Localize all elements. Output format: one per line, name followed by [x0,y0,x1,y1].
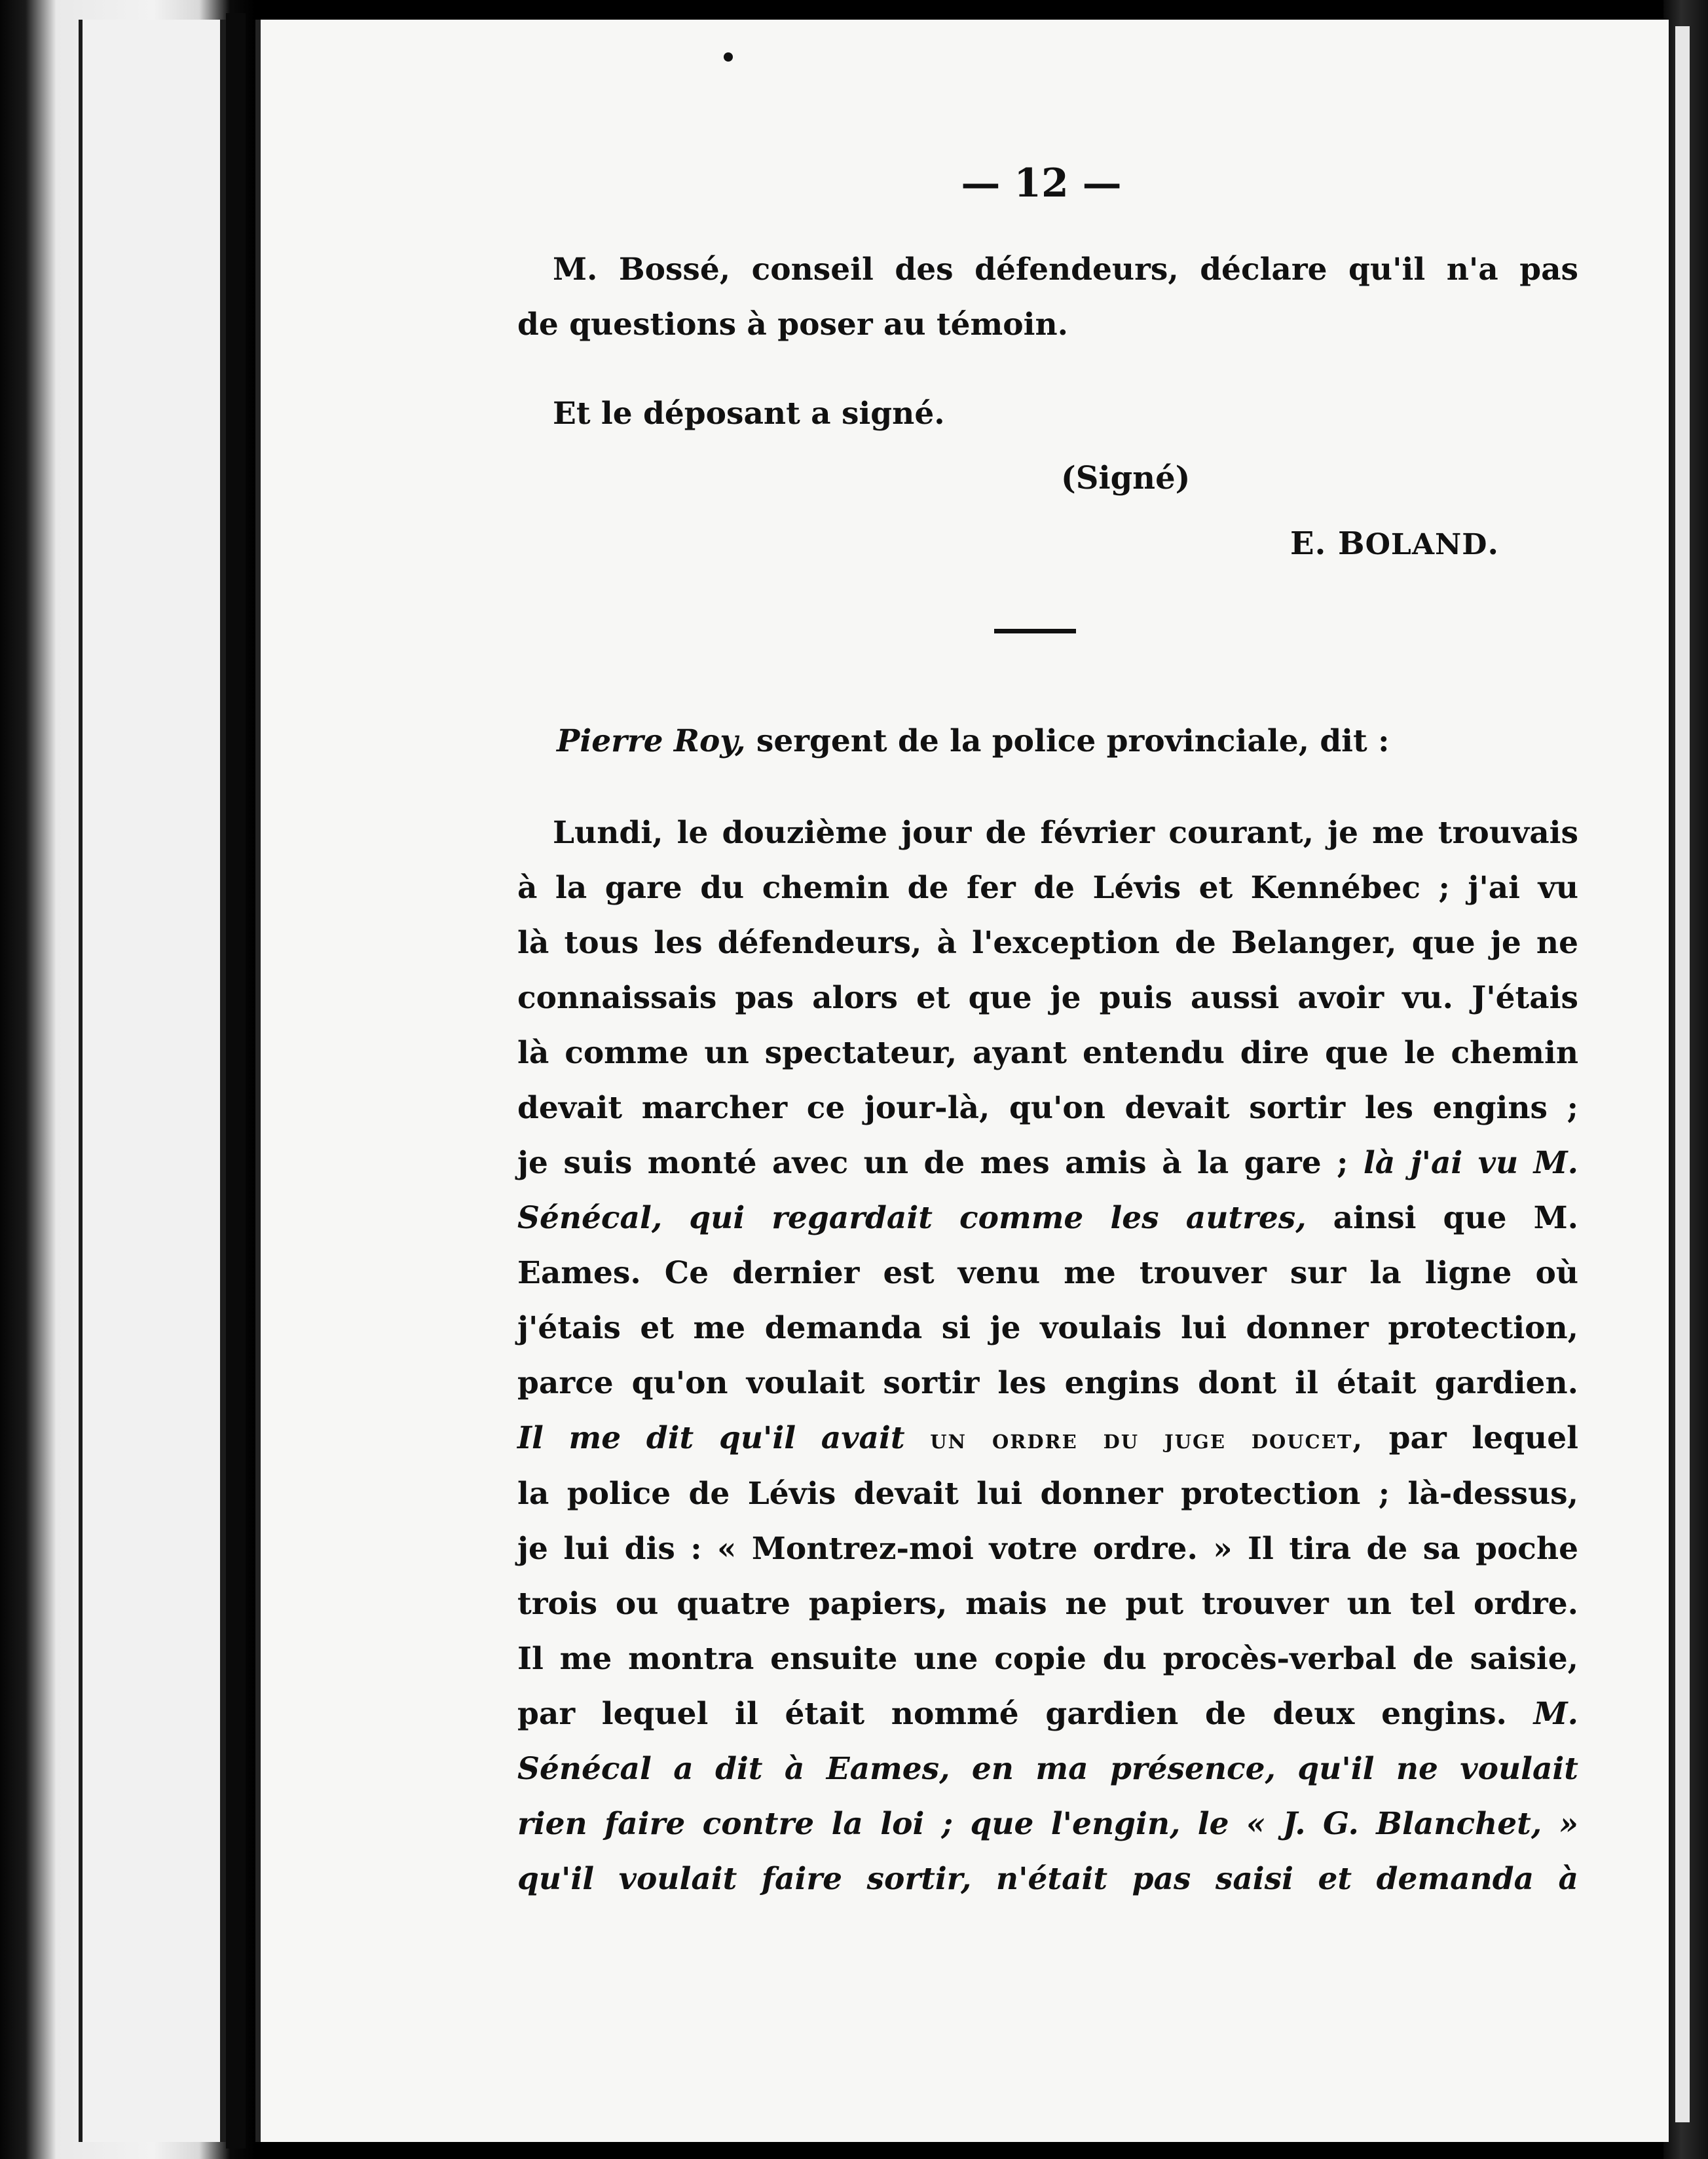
testimony-segment-italic: M. [1533,1696,1578,1732]
testimony-line [517,1411,1578,1467]
witness-heading-line [517,714,1578,769]
testimony-line: Il me montra ensuite une copie du procès-verbal de saisie, [517,1641,1578,1677]
testimony-line: à la gare du chemin de fer de Lévis et Kennébec ; j'ai vu [517,870,1578,906]
testimony-line: qu'il voulait faire sortir, n'était pas saisi et demanda à [517,1861,1578,1897]
signature-period: . [1487,525,1500,562]
testimony-line: rien faire contre la loi ; que l'engin, le « J. G. Blanchet, » [517,1806,1578,1842]
previous-page-edge [79,20,227,2142]
testimony-segment: par lequel [1388,1420,1578,1456]
testimony-line: là comme un spectateur, ayant entendu dire que le chemin [517,1035,1578,1071]
testimony-line: la police de Lévis devait lui donner protection ; là-dessus, [517,1476,1578,1512]
testimony-line: Eames. Ce dernier est venu me trouver sur la ligne où [517,1255,1578,1291]
binding-shadow [226,13,246,2149]
witness-description: sergent de la police provinciale, dit : [756,723,1390,759]
signature-surname: OLAND [1365,528,1488,561]
testimony-line: Lundi, le douzième jour de février courant, je me trouvais [553,815,1578,851]
testimony-line [517,1191,1578,1246]
testimony-segment: par lequel il était nommé gardien de deux engins. [517,1696,1507,1732]
witness-name: Pierre Roy, [557,723,746,759]
testimony-line: connaissais pas alors et que je puis aussi avoir vu. J'étais [517,980,1578,1016]
testimony-line [517,1136,1578,1191]
testimony-line: trois ou quatre papiers, mais ne put trouver un tel ordre. [517,1586,1578,1622]
intro-line: M. Bossé, conseil des défendeurs, déclare qu'il n'a pas [553,252,1578,288]
intro-paragraph [517,242,1578,352]
signed-sentence: Et le déposant a signé. [553,396,945,432]
section-divider [994,629,1076,633]
testimony-segment-italic: Il me dit qu'il avait [517,1420,905,1456]
signature-name [1290,514,1499,574]
testimony-line: j'étais et me demanda si je voulais lui donner protection, [517,1310,1578,1346]
testimony-line: devait marcher ce jour-là, qu'on devait sortir les engins ; [517,1090,1578,1126]
testimony-segment-italic: Sénécal, qui regardait comme les autres, [517,1200,1307,1236]
testimony-line: je lui dis : « Montrez-moi votre ordre. » Il tira de sa poche [517,1531,1578,1567]
page-number: — 12 — [961,160,1122,206]
book-binding-left [0,0,255,2159]
testimony-line: parce qu'on voulait sortir les engins dont il était gardien. [517,1365,1578,1401]
testimony-segment-smallcaps: un ordre du juge doucet, [930,1423,1364,1455]
testimony-line [517,1687,1578,1742]
testimony-segment-italic: là j'ai vu M. [1363,1145,1578,1181]
signed-paragraph [517,386,1578,441]
signature-label: (Signé) [1061,460,1191,497]
signature-initial: E. B [1290,525,1365,562]
testimony-segment: je suis monté avec un de mes amis à la gare ; [517,1145,1348,1181]
testimony-paragraph [517,806,1578,1907]
ink-speck [724,52,733,62]
witness-heading [517,714,1578,769]
intro-line: de questions à poser au témoin. [517,307,1069,343]
testimony-line: Sénécal a dit à Eames, en ma présence, qu'il ne voulait [517,1751,1578,1787]
book-edge-right [1663,0,1708,2159]
testimony-segment: ainsi que M. [1333,1200,1578,1236]
testimony-line: là tous les défendeurs, à l'exception de Belanger, que je ne [517,925,1578,961]
